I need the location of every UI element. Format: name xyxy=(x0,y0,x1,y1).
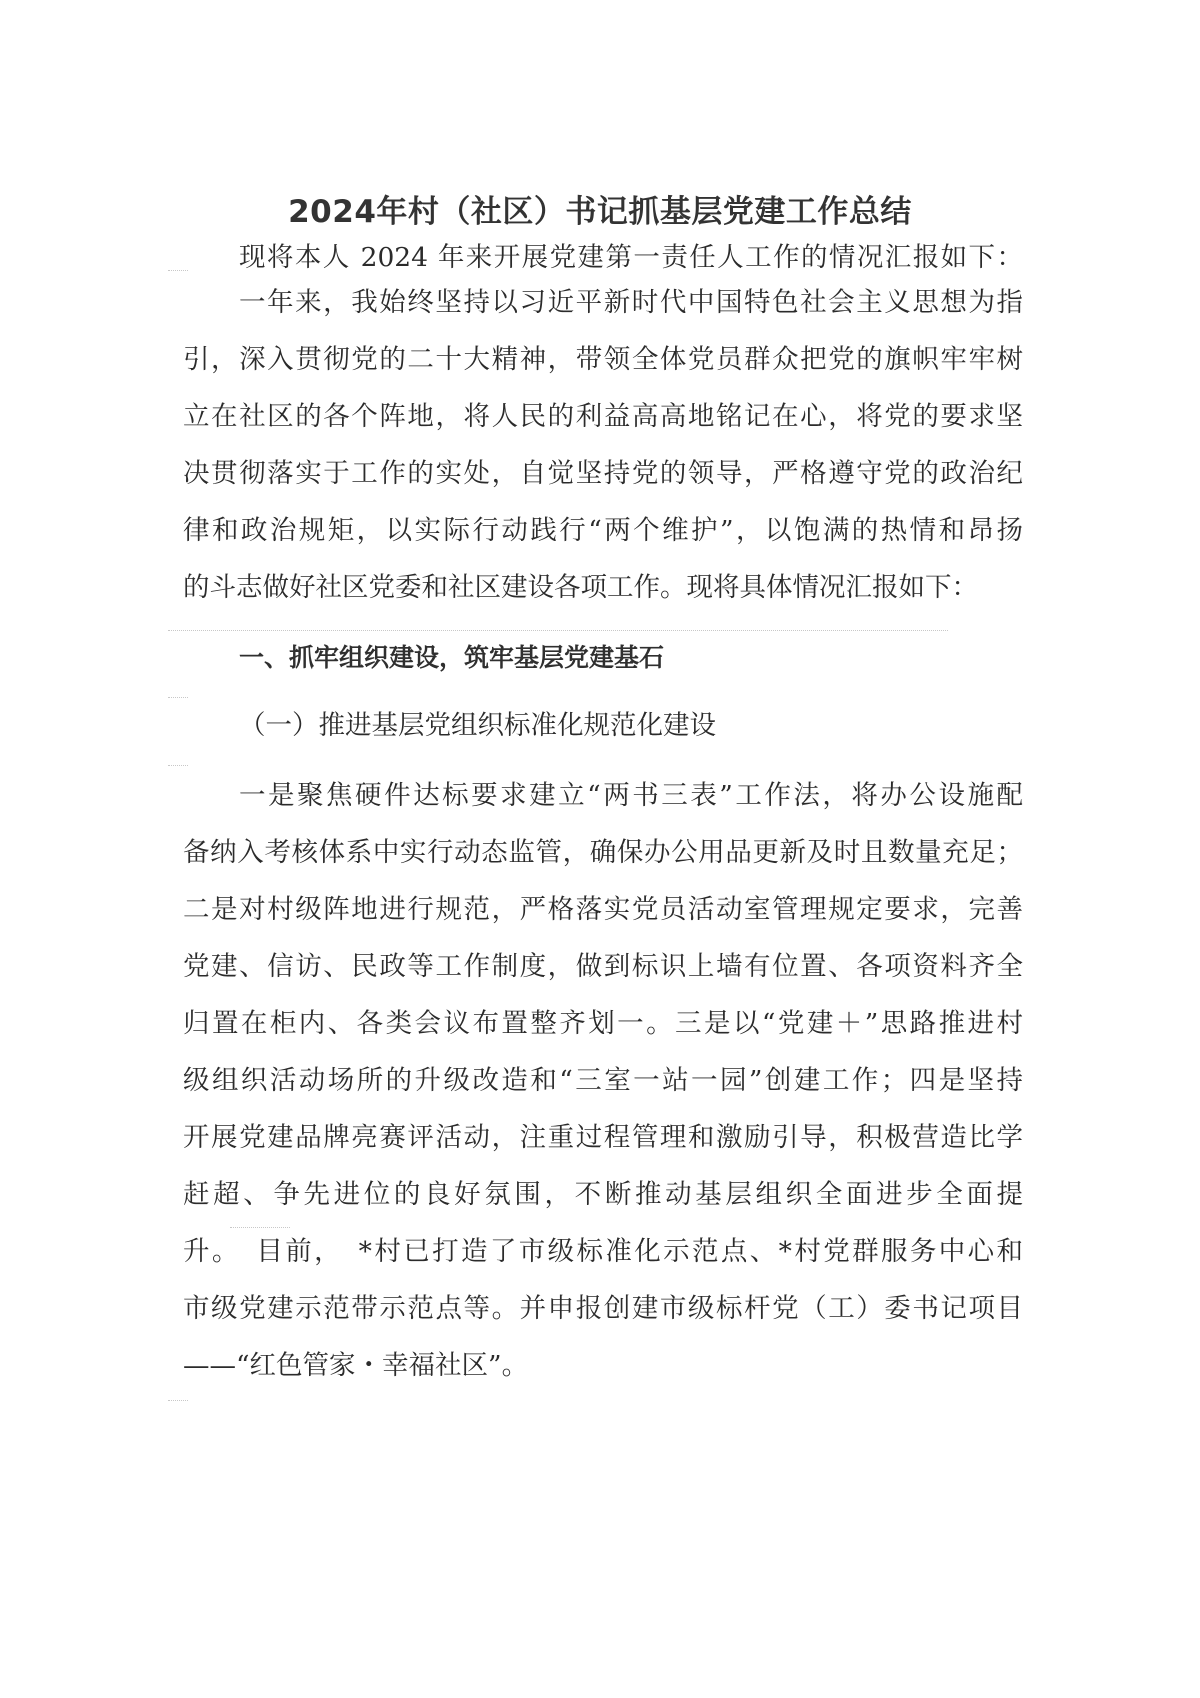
paragraph-line: 赶超、争先进位的良好氛围，不断推动基层组织全面进步全面提 xyxy=(183,1179,1023,1210)
subsection-heading: （一）推进基层党组织标准化规范化建设 xyxy=(239,710,716,741)
paragraph-line: 备纳入考核体系中实行动态监管，确保办公用品更新及时且数量充足； xyxy=(183,837,1023,868)
dotted-separator xyxy=(168,630,948,631)
paragraph-line: 级组织活动场所的升级改造和“三室一站一园”创建工作；四是坚持 xyxy=(183,1065,1023,1096)
dotted-margin xyxy=(168,697,188,698)
document-title: 2024年村（社区）书记抓基层党建工作总结 xyxy=(288,194,912,230)
dotted-margin xyxy=(168,270,188,271)
paragraph-line: 引，深入贯彻党的二十大精神，带领全体党员群众把党的旗帜牢牢树 xyxy=(183,344,1023,375)
dotted-margin xyxy=(230,1227,290,1228)
section-heading: 一、抓牢组织建设，筑牢基层党建基石 xyxy=(239,643,665,672)
paragraph-line: 决贯彻落实于工作的实处，自觉坚持党的领导，严格遵守党的政治纪 xyxy=(183,458,1023,489)
paragraph-line: ——“红色管家・幸福社区”。 xyxy=(183,1350,529,1381)
paragraph-line: 开展党建品牌亮赛评活动，注重过程管理和激励引导，积极营造比学 xyxy=(183,1122,1023,1153)
paragraph-line: 市级党建示范带示范点等。并申报创建市级标杆党（工）委书记项目 xyxy=(183,1293,1023,1324)
intro-paragraph: 现将本人 2024 年来开展党建第一责任人工作的情况汇报如下： xyxy=(239,242,1023,273)
paragraph-line: 归置在柜内、各类会议布置整齐划一。三是以“党建＋”思路推进村 xyxy=(183,1008,1023,1039)
paragraph-line: 二是对村级阵地进行规范，严格落实党员活动室管理规定要求，完善 xyxy=(183,894,1023,925)
paragraph-line: 律和政治规矩，以实际行动践行“两个维护”，以饱满的热情和昂扬 xyxy=(183,515,1023,546)
paragraph-line: 升。 目前， *村已打造了市级标准化示范点、*村党群服务中心和 xyxy=(183,1236,1023,1267)
dotted-margin xyxy=(168,765,188,766)
paragraph-line: 立在社区的各个阵地，将人民的利益高高地铭记在心，将党的要求坚 xyxy=(183,401,1023,432)
dotted-margin xyxy=(168,1400,188,1401)
paragraph-line: 一是聚焦硬件达标要求建立“两书三表”工作法，将办公设施配 xyxy=(239,780,1023,811)
paragraph-line: 一年来，我始终坚持以习近平新时代中国特色社会主义思想为指 xyxy=(239,287,1023,318)
paragraph-line: 的斗志做好社区党委和社区建设各项工作。现将具体情况汇报如下： xyxy=(183,572,978,603)
paragraph-line: 党建、信访、民政等工作制度，做到标识上墙有位置、各项资料齐全 xyxy=(183,951,1023,982)
